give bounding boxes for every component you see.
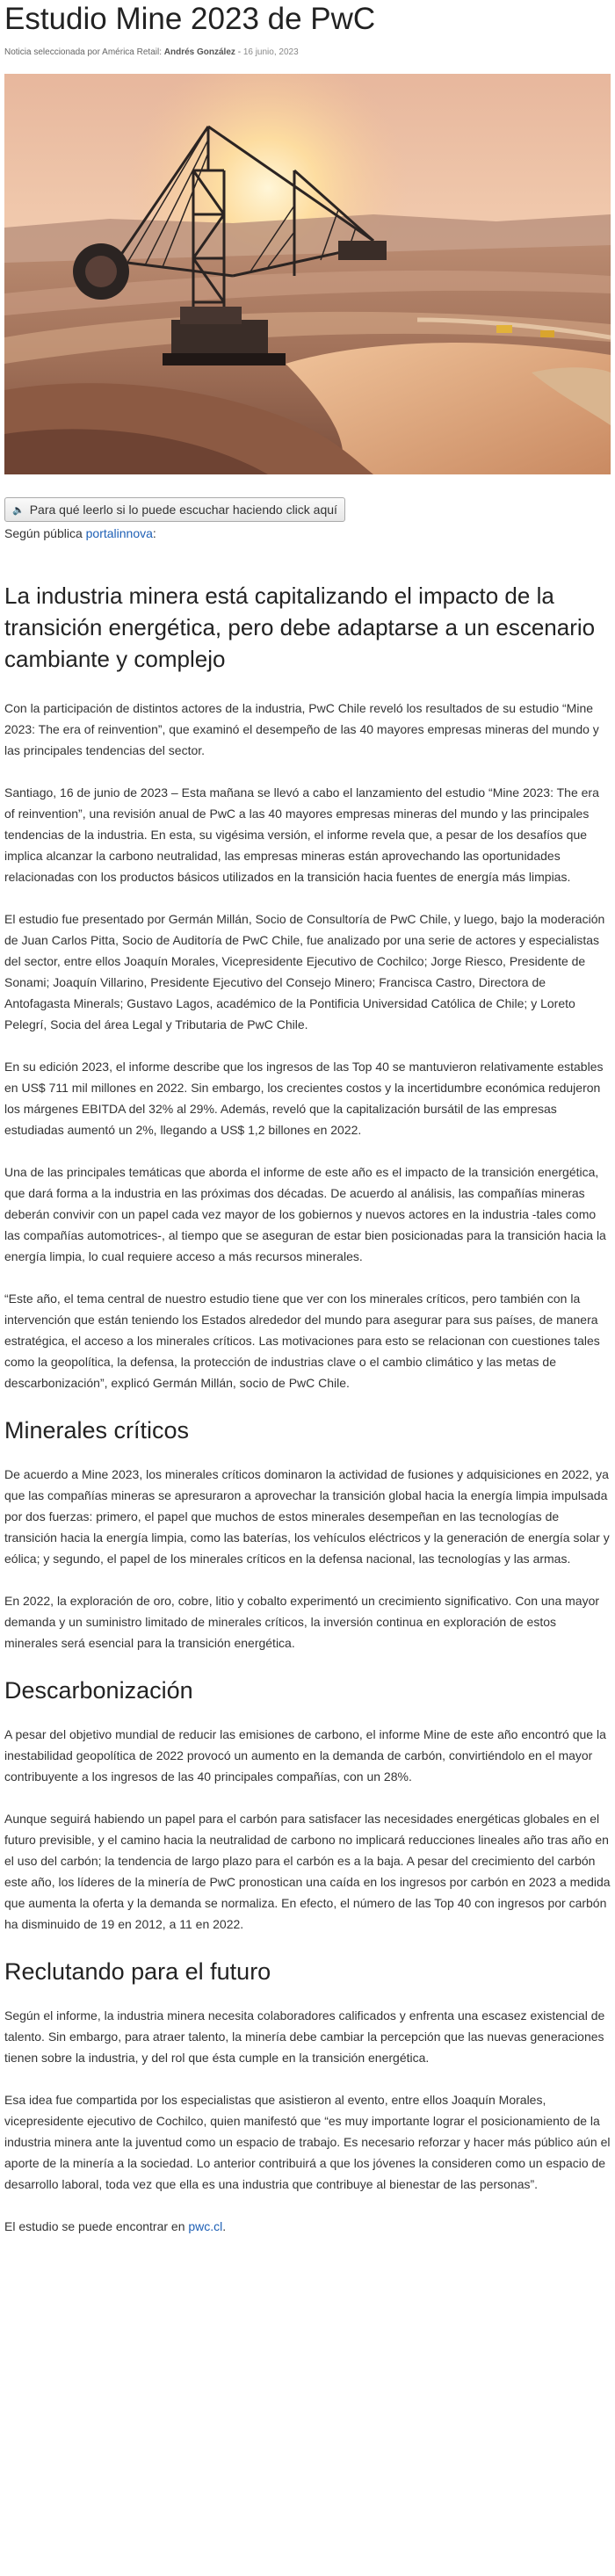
paragraph: Con la participación de distintos actores de la industria, PwC Chile reveló los resultados de su estudio “Mine 2023: The era of reinvention”, que examinó el desempeño de las 40 mayores empresas mineras del mundo y las principales tendencias del sector. bbox=[4, 701, 599, 757]
paragraph: De acuerdo a Mine 2023, los minerales críticos dominaron la actividad de fusiones y adquisiciones en 2022, ya que las compañías mineras se apresuraron a aprovechar la transición global hacia la energía limpia impulsada por dos fuerzas: primero, el papel que muchos de estos minerales desempeñan en las tecnologías de transición hacia la energía limpia, como las baterías, los vehículos eléctricos y la generación de energía solar y eólica; y segundo, el papel de los minerales críticos en la defensa nacional, las tecnologías y las armas. bbox=[4, 1467, 610, 1566]
article bbox=[4, 0, 611, 2237]
article-meta: Noticia seleccionada por América Retail: Andrés González - 16 junio, 2023 bbox=[4, 47, 299, 57]
footer-suffix: . bbox=[222, 2219, 227, 2233]
source-link[interactable]: portalinnova bbox=[85, 526, 153, 540]
article-title: Estudio Mine 2023 de PwC bbox=[4, 2, 376, 36]
meta-label: Noticia seleccionada por América Retail bbox=[4, 47, 160, 57]
listen-button[interactable] bbox=[4, 497, 345, 522]
paragraph: Una de las principales temáticas que aborda el informe de este año es el impacto de la transición energética, que dará forma a la industria en las próximas dos décadas. De acuerdo al análisis, las compañías mineras deberán convivir con un papel cada vez mayor de los gobiernos y nuevos actores en la industria -tales como las compañías automotrices-, al tiempo que se aseguran de estar bien posicionadas para la transición hacia la energía limpia, lo cual requiere acceso a más recursos minerales. bbox=[4, 1165, 606, 1263]
speaker-icon: 🔈 bbox=[12, 504, 25, 516]
hero-image bbox=[4, 74, 611, 474]
paragraph: Santiago, 16 de junio de 2023 – Esta mañana se llevó a cabo el lanzamiento del estudio “Mine 2023: The era of reinvention”, una revisión anual de PwC a las 40 mayores empresas mineras del mundo y las principales tendencias de la industria. En esta, su vigésima versión, el informe revela que, a pesar de los desafíos que implica alcanzar la carbono neutralidad, las empresas mineras están aprovechando las oportunidades relacionadas con los productos básicos utilizados en la transición hacia fuentes de energía más limpias. bbox=[4, 785, 599, 884]
paragraph: Según el informe, la industria minera necesita colaboradores calificados y enfrenta una escasez existencial de talento. Sin embargo, para atraer talento, la minería debe cambiar la percepción que las nuevas generaciones tienen sobre la industria, y del rol que ésta cumple en la transición energética. bbox=[4, 2008, 605, 2065]
section-heading-minerales: Minerales críticos bbox=[4, 1417, 190, 1444]
source-prefix: Según pública bbox=[4, 526, 83, 540]
paragraph: El estudio fue presentado por Germán Millán, Socio de Consultoría de PwC Chile, y luego, bajo la moderación de Juan Carlos Pitta, Socio de Auditoría de PwC Chile, fue analizado por una serie de actores y especialistas del sector, entre ellos Joaquín Morales, Vicepresidente Ejecutivo de Cochilco; Jorge Riesco, Presidente de Sonami; Joaquín Villarino, Presidente Ejecutivo del Consejo Minero; Francisca Castro, Directora de Antofagasta Minerals; Gustavo Lagos, académico de la Pontificia Universidad Católica de Chile; y Loreto Pelegrí, Socia del área Legal y Tributaria de PwC Chile. bbox=[4, 912, 605, 1031]
meta-separator: - bbox=[237, 47, 242, 57]
listen-button-label: Para qué leerlo si lo puede escuchar haciendo click aquí bbox=[29, 503, 337, 517]
paragraph: En 2022, la exploración de oro, cobre, litio y cobalto experimentó un crecimiento significativo. Con una mayor demanda y un suministro limitado de minerales críticos, la inversión continua en exploración de estos minerales será esencial para la transición energética. bbox=[4, 1594, 600, 1650]
paragraph: Aunque seguirá habiendo un papel para el carbón para satisfacer las necesidades energéticas globales en el futuro previsible, y el camino hacia la neutralidad de carbono no implicará reducciones lineales año tras año en el uso del carbón; la tendencia de largo plazo para el carbón es a la baja. A pesar del crecimiento del carbón este año, los líderes de la minería de PwC pronostican una caída en los ingresos por carbón en 2023 a medida que aumenta la oferta y la demanda se normaliza. En efecto, el número de las Top 40 con ingresos por carbón ha disminuido de 19 en 2012, a 11 en 2022. bbox=[4, 1812, 611, 1931]
source-line bbox=[4, 526, 611, 540]
section-heading-reclutando: Reclutando para el futuro bbox=[4, 1958, 271, 1985]
meta-author[interactable]: Andrés González bbox=[163, 47, 235, 57]
mining-excavator-photo bbox=[4, 74, 611, 474]
footer-line bbox=[4, 2216, 611, 2237]
paragraph: A pesar del objetivo mundial de reducir las emisiones de carbono, el informe Mine de este año encontró que la inestabilidad geopolítica de 2022 provocó un aumento en la demanda de carbón, convirtiéndolo en el mayor contribuyente a los ingresos de las 40 principales compañías, con un 28%. bbox=[4, 1727, 606, 1784]
pwc-link[interactable]: pwc.cl bbox=[188, 2219, 223, 2233]
paragraph: En su edición 2023, el informe describe que los ingresos de las Top 40 se mantuvieron relativamente estables en US$ 711 mil millones en 2022. Sin embargo, los crecientes costos y la incertidumbre económica redujeron los márgenes EBITDA del 32% al 29%. Además, reveló que la capitalización bursátil de las empresas estudiadas aumentó un 2%, llegando a US$ 1,2 billones en 2022. bbox=[4, 1060, 604, 1137]
paragraph: “Este año, el tema central de nuestro estudio tiene que ver con los minerales críticos, pero también con la intervención que están teniendo los Estados alrededor del mundo para asegurar para sus países, de manera estratégica, el acceso a los minerales críticos. Las motivaciones para esto se relacionan con cuestiones tales como la geopolítica, la defensa, la protección de industrias clave o el cambio climático y las metas de descarbonización”, explicó Germán Millán, socio de PwC Chile. bbox=[4, 1292, 600, 1390]
meta-date: 16 junio, 2023 bbox=[242, 47, 299, 57]
footer-prefix: El estudio se puede encontrar en bbox=[4, 2219, 185, 2233]
source-suffix: : bbox=[152, 526, 156, 540]
article-lead: La industria minera está capitalizando el impacto de la transición energética, pero debe adaptarse a un escenario cambiante y complejo bbox=[4, 582, 596, 672]
section-heading-descarbonizacion: Descarbonización bbox=[4, 1677, 193, 1704]
paragraph: Esa idea fue compartida por los especialistas que asistieron al evento, entre ellos Joaquín Morales, vicepresidente ejecutivo de Cochilco, quien manifestó que “es muy importante lograr el posicionamiento de la industria minera ante la juventud como un espacio de trabajo. Es necesario reforzar y hacer más público aún el aporte de la minería a la sociedad. Lo anterior contribuirá a que los jóvenes la consideren como un espacio de desarrollo laboral, toda vez que ella es una industria que contribuye al bienestar de las personas”. bbox=[4, 2093, 611, 2191]
